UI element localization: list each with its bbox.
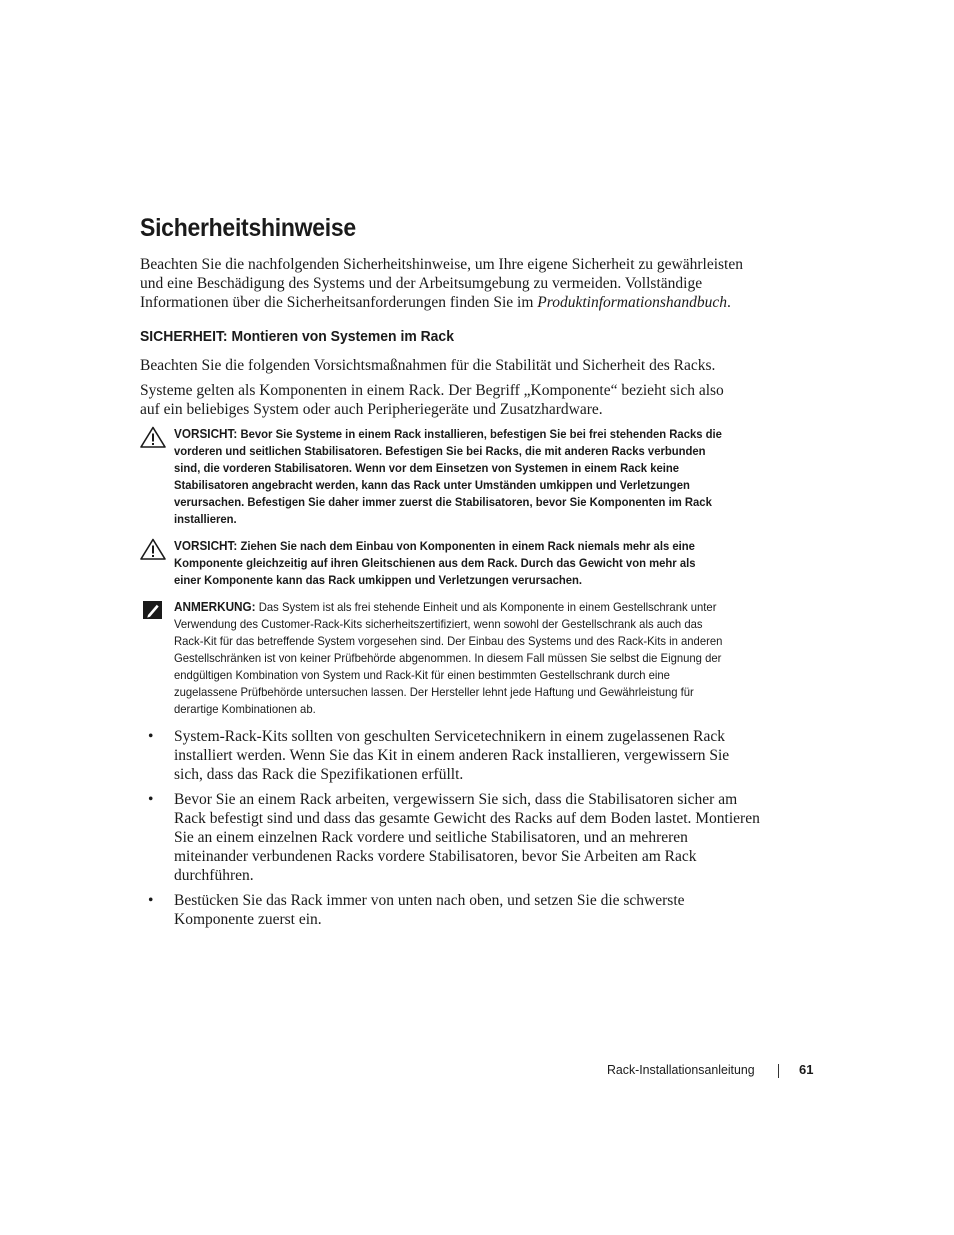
intro-text: Beachten Sie die nachfolgenden Sicherheitshinweise, um Ihre eigene Sicherheit zu gewährleisten und eine Beschädigung des Systems und der Arbeitsumgebung zu vermeiden. Vollständige Informationen über die Sicherheitsanforderungen finden Sie im	[140, 256, 743, 311]
page-footer	[580, 1062, 820, 1082]
page-heading: Sicherheitshinweise	[140, 214, 356, 242]
warning-triangle-icon	[140, 426, 166, 448]
intro-end: .	[727, 294, 731, 311]
section-heading: SICHERHEIT: Montieren von Systemen im Rack	[140, 328, 454, 345]
bullet-marker: •	[148, 728, 154, 745]
bullet-marker: •	[148, 892, 154, 909]
warning-triangle-icon	[140, 538, 166, 560]
note-label: ANMERKUNG:	[174, 600, 256, 614]
section-paragraph-2: Systeme gelten als Komponenten in einem Rack. Der Begriff „Komponente“ bezieht sich also auf ein beliebiges System oder auch Peripheriegeräte und Zusatzhardware.	[140, 382, 724, 418]
list-item-text: System-Rack-Kits sollten von geschulten Servicetechnikern in einem zugelassenen Rack installiert werden. Wenn Sie das Kit in einem anderen Rack installieren, vergewissern Sie sich, dass das Rack die Spezifikationen erfüllt.	[174, 728, 730, 783]
bullet-list	[140, 727, 760, 935]
note-pencil-icon	[140, 599, 166, 621]
footer-separator	[778, 1064, 779, 1078]
list-item	[140, 790, 760, 885]
caution-text: Ziehen Sie nach dem Einbau von Komponenten in einem Rack niemals mehr als eine Komponente gleichzeitig auf ihren Gleitschienen aus dem Rack. Durch das Gewicht von mehr als einer Komponente kann das Rack umkippen und Verletzungen verursachen.	[174, 539, 696, 587]
intro-paragraph	[140, 255, 760, 312]
list-item-text: Bestücken Sie das Rack immer von unten nach oben, und setzen Sie die schwerste Komponente zuerst ein.	[174, 892, 685, 928]
caution-label: VORSICHT:	[174, 539, 238, 553]
caution-text-block	[174, 538, 723, 589]
bullet-marker: •	[148, 791, 154, 808]
caution-text: Bevor Sie Systeme in einem Rack installieren, befestigen Sie bei frei stehenden Racks die vorderen und seitlichen Stabilisatoren. Befestigen Sie bei Racks, die mit anderen Racks verbunden sind, die vorderen Stabilisatoren. Wenn vor dem Einsetzen von Systemen in einem Rack keine Stabilisatoren angebracht werden, kann das Rack unter Umständen umkippen und Verletzungen verursachen. Befestigen Sie daher immer zuerst die Stabilisatoren, bevor Sie Komponenten im Rack installieren.	[174, 427, 722, 526]
footer-title: Rack-Installationsanleitung	[607, 1062, 755, 1077]
note-text: Das System ist als frei stehende Einheit und als Komponente in einem Gestellschrank unter Verwendung des Customer-Rack-Kits sicherheitszertifiziert, wenn sowohl der Gestellschrank als auch das Rack-Kit für das betreffende System vorgesehen sind. Der Einbau des Systems und des Rack-Kits in anderen Gestellschränken ist von keiner Prüfbehörde abgenommen. In diesem Fall müssen Sie selbst die Eignung der endgültigen Kombination von System und Rack-Kit für einen bestimmten Gestellschrank durch eine zugelassene Prüfbehörde untersuchen lassen. Der Hersteller lehnt jede Haftung und Gewährleistung für derartige Kombinationen ab.	[174, 600, 723, 716]
page-number: 61	[799, 1062, 814, 1077]
list-item	[140, 891, 760, 929]
caution-label: VORSICHT:	[174, 427, 238, 441]
section-paragraph-1: Beachten Sie die folgenden Vorsichtsmaßnahmen für die Stabilität und Sicherheit des Racks.	[140, 357, 716, 374]
caution-text-block	[174, 426, 723, 528]
note-text-block	[174, 599, 723, 718]
list-item	[140, 727, 760, 784]
intro-emphasis: Produktinformationshandbuch	[537, 294, 728, 311]
list-item-text: Bevor Sie an einem Rack arbeiten, vergewissern Sie sich, dass die Stabilisatoren sicher am Rack befestigt sind und dass das gesamte Gewicht des Racks auf dem Boden lastet. Montieren Sie an einem einzelnen Rack vordere und seitliche Stabilisatoren, und an mehreren miteinander verbundenen Racks vordere Stabilisatoren, bevor Sie Arbeiten am Rack durchführen.	[174, 791, 760, 884]
